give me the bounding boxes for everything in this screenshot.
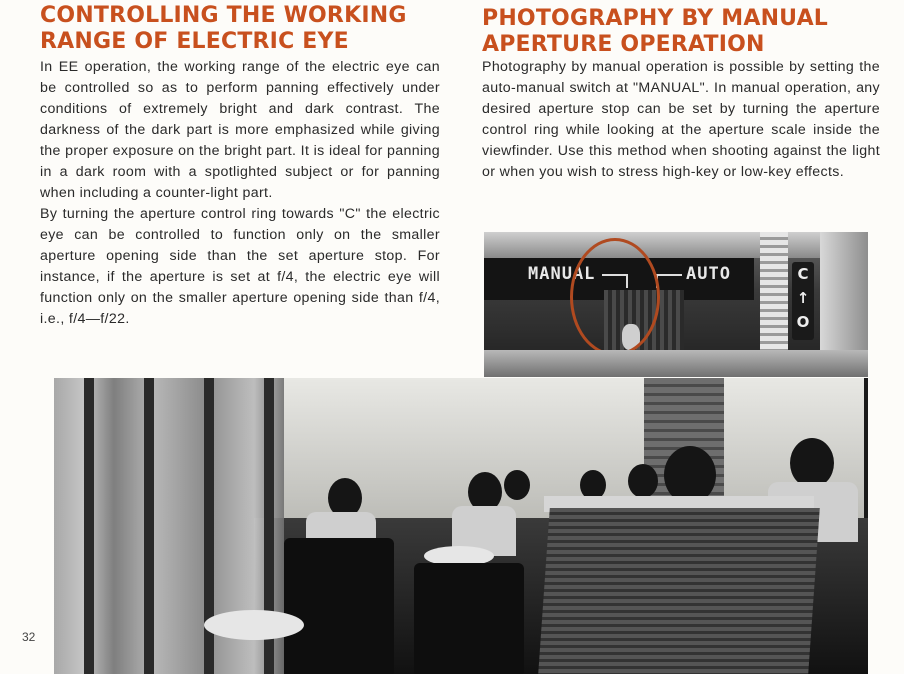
highlight-circle: [570, 238, 660, 356]
right-heading-line2: APERTURE OPERATION: [482, 32, 765, 57]
left-section-body: [40, 57, 440, 330]
photo-chair: [414, 563, 524, 674]
aperture-ring-scale: [760, 232, 788, 350]
left-paragraph-ee-operation: In EE operation, the working range of the electric eye can be controlled so as to perform panning effectively under conditions of extremely bright and dark contrast. The darkness of the dark part is more emphasized while giving the proper exposure on the bright part. It is ideal for panning in a dark room with a spotlighted subject or for panning when including a counter-light part.: [40, 59, 440, 201]
camera-label-c: C: [797, 265, 809, 283]
camera-c-o-marking: [792, 262, 814, 340]
photo-person-head: [504, 470, 530, 500]
photo-person-head: [790, 438, 834, 488]
right-section-heading: [482, 6, 902, 58]
left-paragraph-aperture-ring: By turning the aperture control ring towards "C" the electric eye can be controlled to function only on the smaller aperture opening side than the set aperture stop. For instance, if the aperture is set at f/4, the electric eye will function only on the smaller aperture opening side than f/4, i.e., f/4—f/22.: [40, 206, 440, 327]
photo-person-head: [628, 464, 658, 498]
camera-label-auto: AUTO: [686, 264, 731, 284]
left-heading-line1: CONTROLLING THE WORKING: [40, 3, 407, 28]
photo-booth: [538, 508, 820, 674]
left-section-heading: [40, 3, 460, 55]
left-heading-line2: RANGE OF ELECTRIC EYE: [40, 29, 349, 54]
photo-glass-frame: [84, 378, 94, 674]
page-number: 32: [22, 630, 36, 644]
right-heading-line1: PHOTOGRAPHY BY MANUAL: [482, 6, 829, 31]
photo-glass-frame: [144, 378, 154, 674]
camera-bracket-right: [656, 274, 682, 288]
camera-body-bottom: [484, 350, 868, 377]
photo-chair: [284, 538, 394, 674]
camera-arrow-icon: ↑: [796, 289, 810, 307]
restaurant-interior-photo: [54, 378, 868, 674]
camera-label-manual: MANUAL: [528, 264, 596, 284]
camera-closeup-photo: [484, 232, 868, 377]
camera-label-o: O: [796, 313, 810, 331]
photo-table: [204, 610, 304, 640]
right-section-body: [482, 57, 880, 183]
right-paragraph-manual-operation: Photography by manual operation is possible by setting the auto-manual switch at "MANUAL". In manual operation, any desired aperture stop can be set by turning the aperture control ring while looking at the aperture scale inside the viewfinder. Use this method when shooting against the light or when you wish to stress high-key or low-key effects.: [482, 59, 880, 180]
camera-top-plate: [484, 232, 868, 258]
